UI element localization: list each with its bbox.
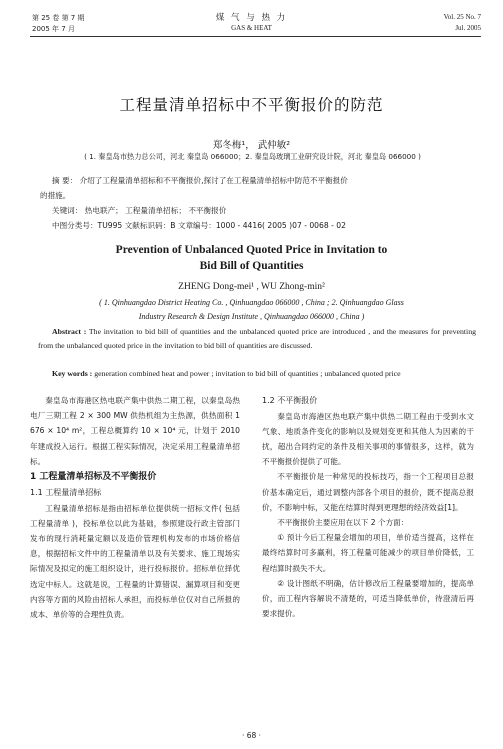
- classification: 中图分类号：TU995 文献标识码：B 文章编号：1000 - 4416( 2005 )07 - 0068 - 02: [52, 221, 346, 230]
- intro-paragraph: 秦皇岛市海港区热电联产集中供热二期工程，以秦皇岛热电厂三期工程 2 × 300 MW 供热机组为主热源，供热面积 1 676 × 10⁴ m²，工程总概算约 10 × 10⁴ 元，计划于 2010 年建成投入运行。根据工程实际情况，决定采用工程量清单招标。: [30, 396, 240, 466]
- paper-affiliation: ( 1. 秦皇岛市热力总公司，河北 秦皇岛 066000；2. 秦皇岛玻璃工业研究设计院，河北 秦皇岛 066000 ): [84, 152, 421, 161]
- section-1-heading: 1 工程量清单招标及不平衡报价: [30, 472, 157, 483]
- en-affiliation-line1: ( 1. Qinhuangdao District Heating Co. , Qinhuangdao 066000 , China ; 2. Qinhuangdao Glass: [99, 298, 404, 307]
- en-authors: ZHENG Dong-mei¹ , WU Zhong-min²: [178, 282, 325, 292]
- abstract-cn-line1: 摘 要： 介绍了工程量清单招标和不平衡报价,探讨了在工程量清单招标中防范不平衡报价: [52, 176, 348, 185]
- body-right-column: [262, 393, 474, 621]
- section-1-2-paragraph-4: ① 预计今后工程量会增加的项目，单价适当提高，这样在最终结算时可多赢利，将工程量可能减少的项目单价降低，工程结算时损失不大。: [262, 533, 474, 573]
- abstract-cn-line2: 的措施。: [40, 191, 71, 200]
- en-affiliation-line2: Industry Research & Design Institute , Qinhuangdao 066000 , China ): [138, 312, 365, 321]
- header-date: 2005 年 7 月: [32, 25, 75, 33]
- page-number: · 68 ·: [241, 731, 262, 740]
- keywords-en: [38, 367, 476, 381]
- header-volume: 第 25 卷 第 7 期: [32, 14, 85, 22]
- paper-title: 工程量清单招标中不平衡报价的防范: [119, 96, 384, 114]
- section-1-1-paragraph: 工程量清单招标是指由招标单位提供统一招标文件( 包括工程量清单 )，投标单位以此为基础，参照建设行政主管部门发布的现行消耗量定额以及造价管理机构发布的市场价格信息，根据招标文件中的工程量清单以及有关要求、施工现场实际情况及拟定的施工组织设计，进行投标报价。招标单位择优选定中标人。这就是说，工程量的计算错误、漏算项目和变更内容等方面的风险由招标人承担，而投标单位仅对自己所报的成本、单价等的合理性负责。: [30, 503, 240, 619]
- keywords-cn: 关键词： 热电联产； 工程量清单招标； 不平衡报价: [52, 206, 227, 215]
- header-rule: [30, 36, 481, 37]
- section-1-2-paragraph-2: 不平衡报价是一种常见的投标技巧，指一个工程项目总报价基本确定后，通过调整内部各个项目的报价，既不提高总报价，不影响中标，又能在结算时得到更理想的经济效益[1]。: [262, 472, 474, 512]
- keywords-en-label: Key words :: [52, 369, 93, 378]
- journal-name-en: GAS & HEAT: [231, 24, 272, 32]
- header-date-en: Jul. 2005: [455, 24, 481, 32]
- header-vol-en: Vol. 25 No. 7: [443, 13, 481, 21]
- en-title-line1: Prevention of Unbalanced Quoted Price in Invitation to: [115, 244, 388, 256]
- section-1-2-heading: 1.2 不平衡报价: [262, 396, 318, 405]
- journal-name: 煤 气 与 热 力: [215, 13, 288, 23]
- en-title-line2: Bid Bill of Quantities: [199, 260, 304, 272]
- section-1-2-paragraph-3: 不平衡报价主要应用在以下 2 个方面：: [277, 517, 409, 527]
- abstract-en: [38, 325, 476, 353]
- section-1-2-paragraph-1: 秦皇岛市海港区热电联产集中供热二期工程由于受到水文气象、地质条件变化的影响以及规划变更和其他人为因素的干扰，超出合同约定的条件及相关事项的事情很多，这样，就为不平衡报价提供了可能。: [262, 411, 474, 467]
- abstract-en-label: Abstract :: [52, 327, 87, 336]
- abstract-en-text: The invitation to bid bill of quantities and the unbalanced quoted price are introduced , and the measures for preventing from the unbalanced quoted price in the invitation to bid bill of quantities are discussed.: [38, 327, 476, 350]
- body-left-column: [30, 393, 240, 622]
- paper-authors: 郑冬梅¹， 武仲敏²: [212, 140, 291, 151]
- section-1-2-paragraph-5: ② 设计图纸不明确，估计修改后工程量要增加的，提高单价，而工程内容解说不清楚的，可适当降低单价，待澄清后再要求提价。: [262, 578, 474, 619]
- section-1-1-heading: 1.1 工程量清单招标: [30, 488, 102, 498]
- keywords-en-text: generation combined heat and power ; invitation to bid bill of quantities ; unbalanced quoted price: [92, 369, 401, 378]
